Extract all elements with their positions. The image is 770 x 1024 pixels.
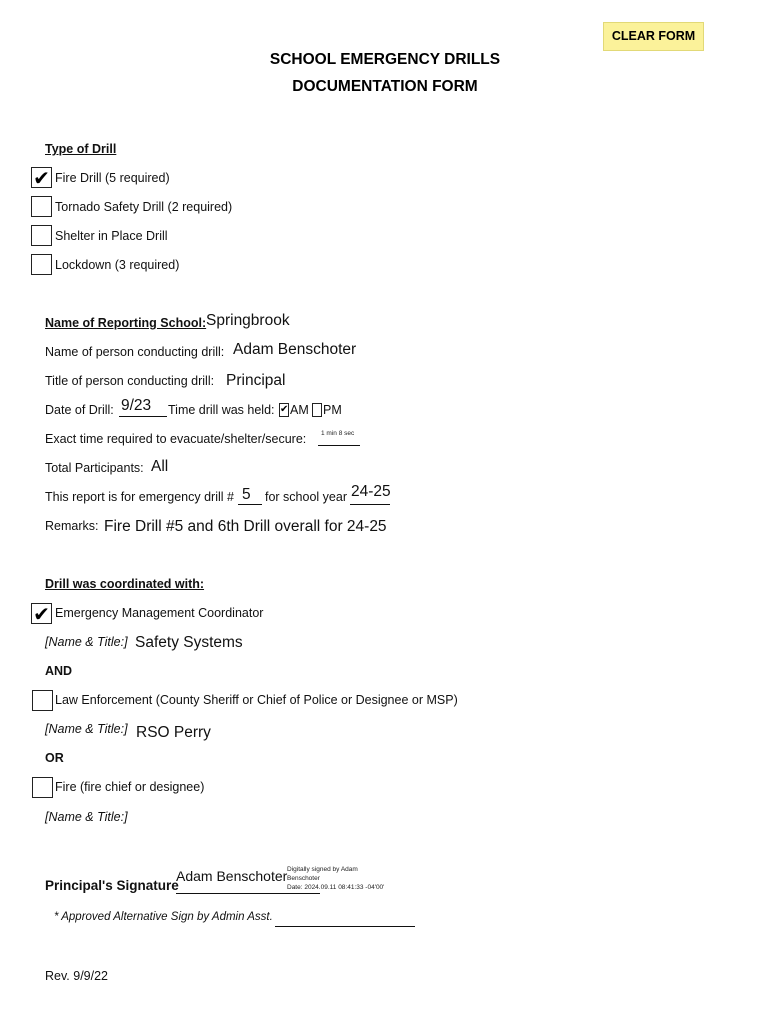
date-label: Date of Drill: bbox=[45, 403, 114, 417]
signature-name-field[interactable]: Adam Benschoter bbox=[176, 868, 288, 884]
check-mark-icon: ✔ bbox=[280, 404, 289, 415]
school-name-field[interactable]: Springbrook bbox=[206, 312, 290, 329]
fire-dept-checkbox[interactable] bbox=[32, 777, 53, 798]
person-title-field[interactable]: Principal bbox=[226, 372, 286, 389]
law-name-title-label: [Name & Title:] bbox=[45, 722, 128, 736]
evacuate-time-label: Exact time required to evacuate/shelter/secure: bbox=[45, 432, 307, 446]
law-enforcement-checkbox[interactable] bbox=[32, 690, 53, 711]
shelter-drill-label: Shelter in Place Drill bbox=[55, 229, 168, 243]
coordination-heading: Drill was coordinated with: bbox=[45, 577, 205, 591]
fire-drill-checkbox[interactable] bbox=[31, 167, 52, 188]
type-of-drill-heading: Type of Drill bbox=[45, 142, 117, 156]
school-year-label: for school year bbox=[265, 490, 347, 504]
emc-checkbox[interactable] bbox=[31, 603, 52, 624]
digital-signature-block bbox=[287, 865, 384, 892]
person-name-field[interactable]: Adam Benschoter bbox=[233, 341, 357, 358]
lockdown-drill-label: Lockdown (3 required) bbox=[55, 258, 180, 272]
digital-signature-line3: Date: 2024.09.11 08:41:33 -04'00' bbox=[287, 884, 385, 891]
drill-number-field[interactable]: 5 bbox=[242, 486, 251, 503]
emc-label: Emergency Management Coordinator bbox=[55, 606, 264, 620]
form-title-line2: DOCUMENTATION FORM bbox=[292, 78, 478, 95]
alt-signature-field[interactable] bbox=[275, 913, 415, 927]
participants-field[interactable]: All bbox=[151, 458, 169, 475]
alt-signature-label: * Approved Alternative Sign by Admin Asst. bbox=[54, 911, 273, 923]
emc-name-title-field[interactable]: Safety Systems bbox=[135, 634, 243, 651]
law-enforcement-label: Law Enforcement (County Sheriff or Chief of Police or Designee or MSP) bbox=[55, 693, 458, 707]
check-mark-icon: ✔ bbox=[33, 602, 50, 626]
digital-signature-line1: Digitally signed by Adam bbox=[287, 866, 358, 873]
revision-label: Rev. 9/9/22 bbox=[45, 969, 109, 983]
shelter-drill-checkbox[interactable] bbox=[31, 225, 52, 246]
fire-dept-label: Fire (fire chief or designee) bbox=[55, 780, 205, 794]
tornado-drill-checkbox[interactable] bbox=[31, 196, 52, 217]
remarks-field[interactable]: Fire Drill #5 and 6th Drill overall for 24-25 bbox=[104, 518, 387, 535]
school-year-field[interactable]: 24-25 bbox=[351, 483, 391, 500]
am-label: AM bbox=[290, 403, 309, 417]
and-label: AND bbox=[45, 664, 73, 678]
or-label: OR bbox=[45, 751, 64, 765]
school-name-label: Name of Reporting School: bbox=[45, 316, 207, 330]
person-name-label: Name of person conducting drill: bbox=[45, 345, 225, 359]
check-mark-icon: ✔ bbox=[33, 166, 50, 190]
time-held-label: Time drill was held: bbox=[168, 403, 275, 417]
lockdown-drill-checkbox[interactable] bbox=[31, 254, 52, 275]
law-name-title-field[interactable]: RSO Perry bbox=[136, 724, 211, 741]
pm-label: PM bbox=[323, 403, 342, 417]
fire-drill-label: Fire Drill (5 required) bbox=[55, 171, 170, 185]
principal-signature-label: Principal's Signature bbox=[45, 878, 179, 893]
evacuate-time-field[interactable]: 1 min 8 sec bbox=[321, 430, 355, 437]
tornado-drill-label: Tornado Safety Drill (2 required) bbox=[55, 200, 233, 214]
person-title-label: Title of person conducting drill: bbox=[45, 374, 215, 388]
emc-name-title-label: [Name & Title:] bbox=[45, 635, 128, 649]
digital-signature-line2: Benschoter bbox=[287, 875, 320, 882]
fire-name-title-label: [Name & Title:] bbox=[45, 810, 128, 824]
participants-label: Total Participants: bbox=[45, 461, 144, 475]
pm-checkbox[interactable] bbox=[312, 403, 322, 417]
form-title-line1: SCHOOL EMERGENCY DRILLS bbox=[269, 51, 501, 68]
clear-form-button[interactable]: CLEAR FORM bbox=[603, 22, 704, 51]
am-checkbox[interactable] bbox=[279, 403, 289, 417]
remarks-label: Remarks: bbox=[45, 519, 99, 533]
date-field[interactable]: 9/23 bbox=[121, 397, 152, 414]
drill-number-label: This report is for emergency drill # bbox=[45, 490, 234, 504]
